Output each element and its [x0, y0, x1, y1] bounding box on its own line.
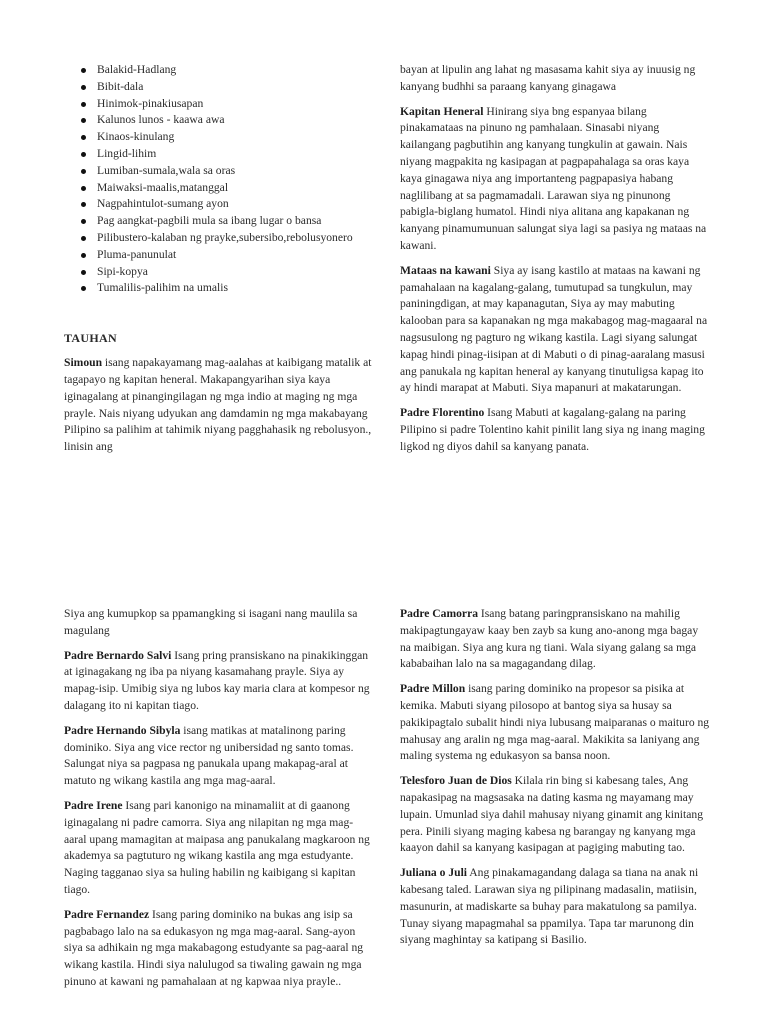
character-entry — [64, 355, 372, 456]
list-item: Pag aangkat-pagbili mula sa ibang lugar o bansa — [64, 213, 372, 230]
character-description: isang matikas at matalinong paring dominiko. Siya ang vice rector ng unibersidad ng santo tomas. Salungat niya sa pagpasa ng panukala upang makapag-aral at matuto ng wikang kastila ang mga mag-aaral. — [64, 723, 354, 788]
list-item: Lingid-lihim — [64, 146, 372, 163]
character-name: Telesforo Juan de Dios — [400, 774, 512, 788]
character-name: Padre Hernando Sibyla — [64, 723, 181, 737]
character-entry — [400, 865, 710, 949]
character-name: Juliana o Juli — [400, 866, 468, 880]
top-right-column — [400, 62, 710, 464]
bottom-left-column — [64, 606, 372, 999]
character-description: Hinirang siya bng espanyaa bilang pinakamataas na pinuno ng pamhalaan. Sinasabi niyang kailangang pagbutihin ang kanyang tungkulin at gawain. Nais niyang magpakita ng kasipagan at pagpapahalaga sa oras kaya kaya ginagawa niya ang importanteng pagpapasiya habang naglilibang at sa pagmamadali. Larawan siya ng pinunong pabigla-biglang humatol. Hindi niya alitana ang kapakanan ng kanyang pinamumunuan salungat siya lagi sa pasiya ng mataas na kawani. — [400, 104, 707, 252]
top-left-column — [64, 62, 372, 464]
character-description: Isang paring dominiko na bukas ang isip sa pagbabago lalo na sa edukasyon ng mga mag-aaral. Sang-ayon siya sa adhikain ng mga makabagong estudyante sa pag-aaral ng wikang kastila. Hindi siya nalulugod sa tiwaling gawain ng mga pinuno at kawani ng pamahalaan at ng kapwaa niya prayle.. — [64, 907, 364, 988]
character-entry — [64, 907, 372, 991]
list-item: Kalunos lunos - kaawa awa — [64, 112, 372, 129]
list-item: Tumalilis-palihim na umalis — [64, 280, 372, 297]
character-description: Isang batang paringpransiskano na mahilig makipagtungayaw kaay ben zayb sa kung ano-anong mga bagay na maibigan. Siya ang kura ng tiani. Wala siyang galang sa mga kababaihan lalo na sa magagandang dilag. — [400, 607, 699, 671]
list-item: Hinimok-pinakiusapan — [64, 96, 372, 113]
character-description: Siya ang kumupkop sa ppamangking si isagani nang maulila sa magulang — [64, 607, 358, 637]
character-entry — [400, 104, 710, 255]
character-name: Padre Bernardo Salvi — [64, 648, 172, 662]
character-entry — [64, 648, 372, 715]
character-description: Isang Mabuti at kagalang-galang na paring Pilipino si padre Tolentino kahit pinilit lang siya ng inang maging ligkod ng diyos dahil sa kanyang panata. — [400, 406, 705, 453]
section-heading: TAUHAN — [64, 331, 117, 346]
character-description: bayan at lipulin ang lahat ng masasama kahit siya ay inuusig ng kanyang budhhi sa paraang kanyang ginagawa — [400, 63, 696, 93]
character-entry — [64, 798, 372, 899]
list-item: Kinaos-kinulang — [64, 129, 372, 146]
character-description: isang napakayamang mag-aalahas at kaibigang matalik at tagapayo ng kapitan heneral. Makapangyarihan siya kaya iginagalang at pinangingilagan ng mga indio at maging ng mga prayle. Nais niyang udyukan ang damdamin ng mga makabayang Pilipino sa palihim at tahimik niyang pagghahasik ng rebolusyon., linisin ang — [64, 356, 372, 454]
character-description: Siya ay isang kastilo at mataas na kawani ng pamahalaan na kagalang-galang, tumutupad sa tungkulun, may paniningdigan, at may kapanagutan, Siya ay may mabuting kalooban para sa kapanakan ng mga makabagog mag-magaaral na nagsusulong ng pagturo ng wikang kastila. Lagi siyang salungat kapag hindi pinag-iisipan at di Mabuti o di pinag-aaralang masusi ang panukala ng kapitan heneral ay kanyang tinutuligsa kapag ito ay hindi marapat at Mabuti. Siya mapanuri at makatarungan. — [400, 263, 708, 395]
character-description: Kilala rin bing si kabesang tales, Ang napakasipag na magsasaka na dating kasma ng mayamang may lupain. Umunlad siya dahil mahusay niyang ginamit ang kinitang pera. Pinili siyang maging kabesa ng barangay ng kanyang mga kaayon dahil sa kanyang kasipagan at pagiging mabuting tao. — [400, 774, 703, 855]
character-entry — [64, 606, 372, 640]
character-entry — [400, 606, 710, 673]
character-name: Padre Millon — [400, 682, 466, 696]
vocabulary-list — [64, 62, 372, 297]
list-item: Pluma-panunulat — [64, 247, 372, 264]
list-item: Maiwaksi-maalis,matanggal — [64, 180, 372, 197]
character-description: isang paring dominiko na propesor sa pisika at kemika. Mabuti siyang pilosopo at bantog siya sa husay sa pakikipagtalo subalit hindi niya lubusang maiparanas o maituro ng mahusay ang aralin ng mga mag-aaral. Makikita sa laniyang ang maling systema ng edukasyon sa bansa noon. — [400, 682, 710, 763]
list-item: Nagpahintulot-sumang ayon — [64, 196, 372, 213]
character-name: Simoun — [64, 356, 103, 370]
character-entry — [400, 773, 710, 857]
character-name: Padre Camorra — [400, 607, 479, 620]
character-entry — [64, 723, 372, 790]
character-name: Padre Irene — [64, 798, 123, 812]
character-entry — [400, 681, 710, 765]
character-name: Padre Florentino — [400, 406, 485, 420]
character-name: Padre Fernandez — [64, 907, 150, 921]
character-name: Mataas na kawani — [400, 263, 491, 277]
character-description: Ang pinakamagandang dalaga sa tiana na anak ni kabesang taled. Larawan siya ng pilipinang madasalin, matiisin, masunurin, at madiskarte sa buhay para makatulong sa pamilya. Tunay siyang mapagmahal sa ppamilya. Tapa tar marunong din siyang maghintay sa katipang si Basilio. — [400, 866, 699, 947]
character-entry — [400, 263, 710, 397]
character-description: Isang pring pransiskano na pinakikinggan at iginagakang ng iba pa niyang kasamahang prayle. Siya ay mapag-isip. Umibig siya ng lubos kay maria clara at kompesor ng dalagang ito ni kapitan tiago. — [64, 648, 370, 712]
list-item: Balakid-Hadlang — [64, 62, 372, 79]
character-entry — [400, 62, 710, 96]
character-name: Kapitan Heneral — [400, 104, 484, 118]
list-item: Lumiban-sumala,wala sa oras — [64, 163, 372, 180]
list-item: Bibit-dala — [64, 79, 372, 96]
list-item: Pilibustero-kalaban ng prayke,subersibo,rebolusyonero — [64, 230, 372, 247]
character-description: Isang pari kanonigo na minamaliit at di gaanong iginagalang ni padre camorra. Siya ang nilapitan ng mga mag-aaral upang mamagitan at maipasa ang panukalang magkaroon ng akademya sa pagtuturo ng wikang kastila ang mga estudyante. Naging tagganao siya sa huling habilin ng kaibigang si kapitan tiago. — [64, 798, 370, 896]
character-entry — [400, 405, 710, 455]
list-item: Sipi-kopya — [64, 264, 372, 281]
bottom-right-column — [400, 606, 710, 957]
